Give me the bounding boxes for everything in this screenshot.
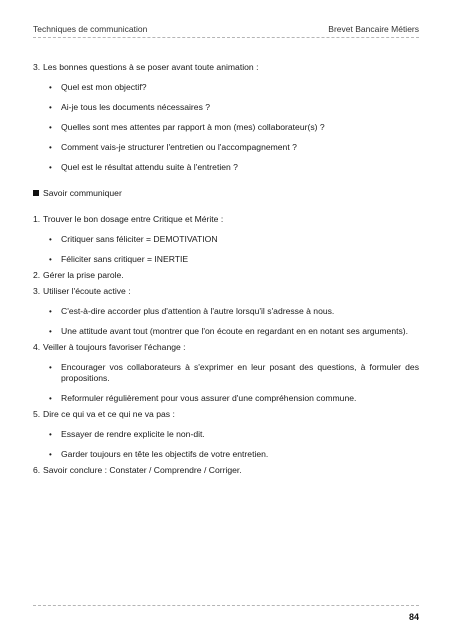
list-item bbox=[33, 102, 419, 113]
numbered-heading bbox=[33, 62, 419, 73]
numbered-item bbox=[33, 409, 419, 420]
page-number: 84 bbox=[408, 612, 419, 622]
list-item-text: Comment vais-je structurer l'entretien ou l'accompagnement ? bbox=[61, 142, 297, 152]
bullet-icon: • bbox=[49, 430, 52, 439]
bullet-icon: • bbox=[49, 363, 52, 372]
square-bullet-icon bbox=[33, 190, 39, 196]
header-divider bbox=[33, 37, 419, 38]
list-item bbox=[33, 393, 419, 404]
numbered-item bbox=[33, 270, 419, 281]
list-item bbox=[33, 254, 419, 265]
list-item bbox=[33, 449, 419, 460]
bullet-icon: • bbox=[49, 255, 52, 264]
list-number: 3. bbox=[33, 62, 41, 72]
document-body bbox=[33, 62, 419, 476]
bullet-icon: • bbox=[49, 307, 52, 316]
numbered-item-text: Dire ce qui va et ce qui ne va pas : bbox=[43, 409, 175, 419]
list-item-text: Quelles sont mes attentes par rapport à mon (mes) collaborateur(s) ? bbox=[61, 122, 325, 132]
section-title: Savoir communiquer bbox=[43, 188, 122, 198]
bullet-icon: • bbox=[49, 143, 52, 152]
bullet-icon: • bbox=[49, 163, 52, 172]
list-number: 5. bbox=[33, 409, 41, 419]
list-item-text: Garder toujours en tête les objectifs de votre entretien. bbox=[61, 449, 269, 459]
list-item bbox=[33, 82, 419, 93]
bullet-icon: • bbox=[49, 450, 52, 459]
list-item bbox=[33, 326, 419, 337]
list-item-text: Quel est le résultat attendu suite à l'entretien ? bbox=[61, 162, 238, 172]
list-item bbox=[33, 234, 419, 245]
list-item-text: Quel est mon objectif? bbox=[61, 82, 147, 92]
list-item bbox=[33, 162, 419, 173]
list-item bbox=[33, 362, 419, 384]
numbered-item-text: Savoir conclure : Constater / Comprendre / Corriger. bbox=[43, 465, 242, 475]
list-item-text: Encourager vos collaborateurs à s'exprimer en leur posant des questions, à formuler des propositions. bbox=[61, 362, 419, 383]
list-number: 2. bbox=[33, 270, 41, 280]
numbered-item bbox=[33, 342, 419, 353]
heading-text: Les bonnes questions à se poser avant toute animation : bbox=[43, 62, 259, 72]
list-number: 3. bbox=[33, 286, 41, 296]
list-item-text: Une attitude avant tout (montrer que l'on écoute en regardant en en notant ses arguments). bbox=[61, 326, 409, 336]
numbered-item-text: Utiliser l'écoute active : bbox=[43, 286, 131, 296]
numbered-item bbox=[33, 214, 419, 225]
bullet-icon: • bbox=[49, 394, 52, 403]
list-item bbox=[33, 142, 419, 153]
bullet-icon: • bbox=[49, 123, 52, 132]
footer-divider bbox=[33, 605, 419, 606]
numbered-item-text: Trouver le bon dosage entre Critique et Mérite : bbox=[43, 214, 224, 224]
numbered-item bbox=[33, 465, 419, 476]
bullet-icon: • bbox=[49, 83, 52, 92]
section-heading bbox=[33, 188, 419, 199]
numbered-item-text: Veiller à toujours favoriser l'échange : bbox=[43, 342, 186, 352]
header-left-title: Techniques de communication bbox=[33, 24, 148, 34]
list-number: 6. bbox=[33, 465, 41, 475]
bullet-icon: • bbox=[49, 235, 52, 244]
list-item bbox=[33, 306, 419, 317]
page-header bbox=[33, 24, 419, 36]
list-number: 4. bbox=[33, 342, 41, 352]
bullet-icon: • bbox=[49, 103, 52, 112]
numbered-item-text: Gérer la prise parole. bbox=[43, 270, 124, 280]
list-item-text: Essayer de rendre explicite le non-dit. bbox=[61, 429, 205, 439]
list-number: 1. bbox=[33, 214, 41, 224]
list-item-text: Ai-je tous les documents nécessaires ? bbox=[61, 102, 211, 112]
list-item bbox=[33, 122, 419, 133]
list-item-text: C'est-à-dire accorder plus d'attention à l'autre lorsqu'il s'adresse à nous. bbox=[61, 306, 335, 316]
numbered-item bbox=[33, 286, 419, 297]
list-item-text: Critiquer sans féliciter = DEMOTIVATION bbox=[61, 234, 218, 244]
header-right-title: Brevet Bancaire Métiers bbox=[328, 24, 419, 34]
bullet-icon: • bbox=[49, 327, 52, 336]
list-item bbox=[33, 429, 419, 440]
list-item-text: Féliciter sans critiquer = INERTIE bbox=[61, 254, 189, 264]
list-item-text: Reformuler régulièrement pour vous assurer d'une compréhension commune. bbox=[61, 393, 357, 403]
